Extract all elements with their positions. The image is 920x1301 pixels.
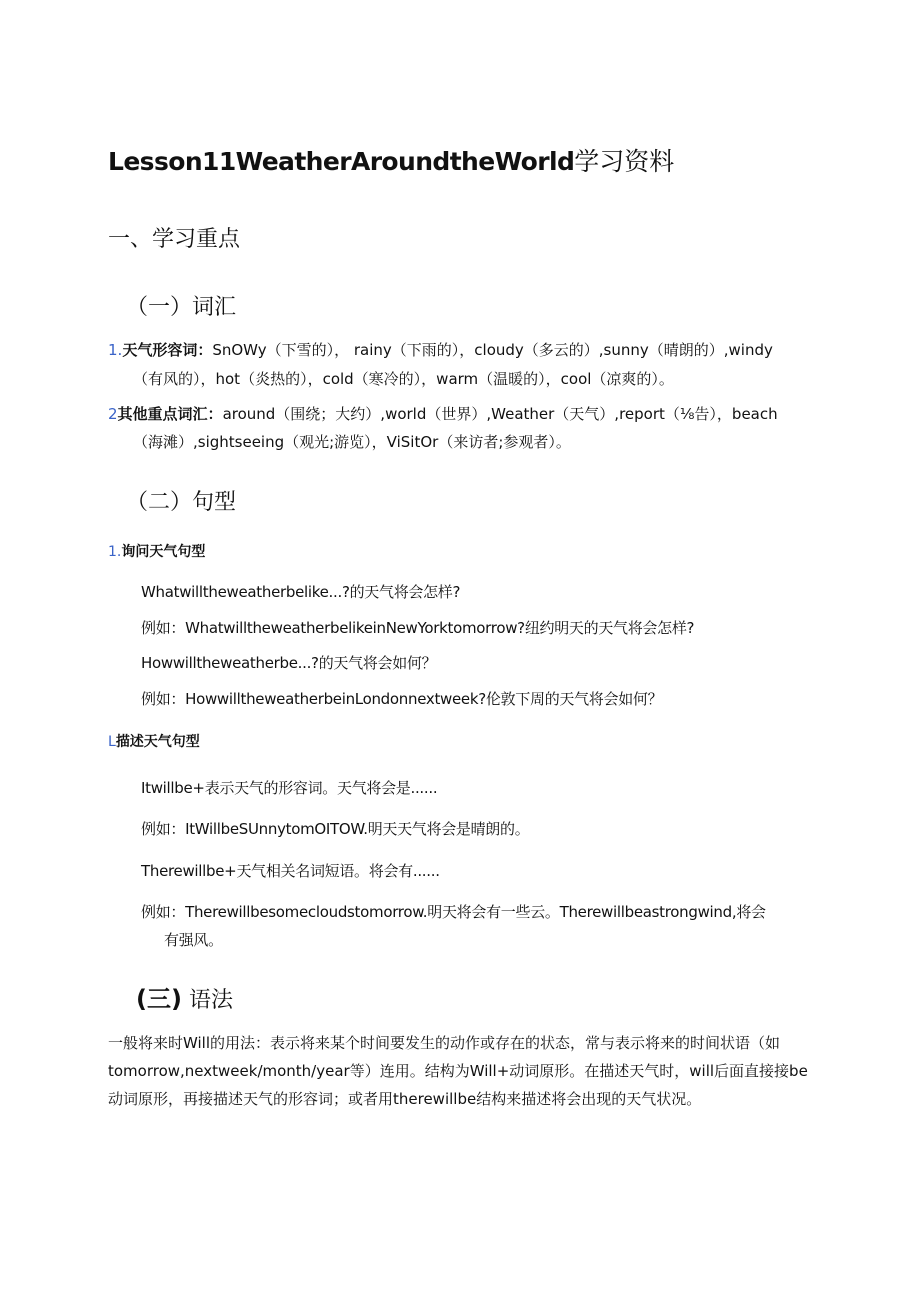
subsection-heading-sentences: （二）句型: [126, 490, 237, 515]
vocab-item-2-number: 2: [108, 405, 118, 423]
vocab-item-1-label: 天气形容词：: [122, 341, 213, 359]
vocab-item-2-line-2: （海滩）,sightseeing（观光;游览），ViSitOr（来访者;参观者）。: [133, 433, 571, 451]
vocab-item-1-line-2: （有风的），hot（炎热的），cold（寒冷的），warm（温暖的），cool（凉爽的）。: [133, 370, 674, 388]
grammar-paragraph: 一般将来时Will的用法：表示将来某个时间要发生的动作或存在的状态，常与表示将来的时间状语（如tomorrow,nextweek/month/year等）连用。结构为Will+动词原形。在描述天气时，will后面直接接be动词原形，再接描述天气的形容词；或者用therewillbe结构来描述将会出现的天气状况。: [108, 1034, 808, 1108]
subsection-heading-grammar: [136, 983, 233, 1017]
page-title: [108, 146, 674, 178]
grammar-heading-label: 语法: [188, 988, 233, 1013]
title-english: Lesson11WeatherAroundtheWorld: [108, 147, 575, 176]
ask-line-3: Howwilltheweatherbe...?的天气将会如何？: [141, 654, 437, 672]
sentence-sub-2-number: L: [108, 734, 116, 750]
vocab-item-1-number: 1.: [108, 341, 123, 359]
describe-line-1: Itwillbe+表示天气的形容词。天气将会是......: [141, 779, 438, 797]
ask-line-2: 例如：WhatwilltheweatherbelikeinNewYorktomorrow?纽约明天的天气将会怎样?: [141, 619, 695, 637]
describe-line-3: Therewillbe+天气相关名词短语。将会有......: [141, 862, 440, 880]
describe-example-line-2: 有强风。: [164, 931, 223, 949]
subsection-heading-vocabulary: （一）词汇: [126, 295, 237, 320]
vocab-item-1-line-1: [108, 336, 773, 364]
describe-line-2: 例如：ItWillbeSUnnytomOITOW.明天天气将会是晴朗的。: [141, 820, 530, 838]
section-heading-key-points: 一、学习重点: [108, 227, 241, 252]
ask-line-1: Whatwilltheweatherbelike...?的天气将会怎样?: [141, 583, 461, 601]
describe-example-line-1: 例如：Therewillbesomecloudstomorrow.明天将会有一些云。Therewillbeastrongwind,将会: [141, 903, 766, 921]
sentence-sub-2-label: 描述天气句型: [115, 734, 200, 750]
sentence-sub-1-label: 询问天气句型: [121, 544, 206, 560]
vocab-item-2-label: 其他重点词汇：: [117, 405, 223, 423]
title-chinese: 学习资料: [574, 147, 675, 176]
sentence-sub-1-number: 1.: [108, 544, 122, 560]
grammar-heading-number: (三): [136, 985, 182, 1013]
ask-line-4: 例如：HowwilltheweatherbeinLondonnextweek?伦敦下周的天气将会如何？: [141, 690, 663, 708]
vocab-item-1-text: SnOWy（下雪的）， rainy（下雨的），cloudy（多云的）,sunny（晴朗的）,windy: [212, 341, 773, 359]
sentence-sub-heading-describe: [108, 731, 200, 753]
vocab-item-2-text: around（围绕；大约）,world（世界）,Weather（天气）,report（⅛告），beach: [222, 405, 778, 423]
sentence-sub-heading-ask: [108, 541, 205, 563]
vocab-item-2-line-1: [108, 400, 778, 428]
